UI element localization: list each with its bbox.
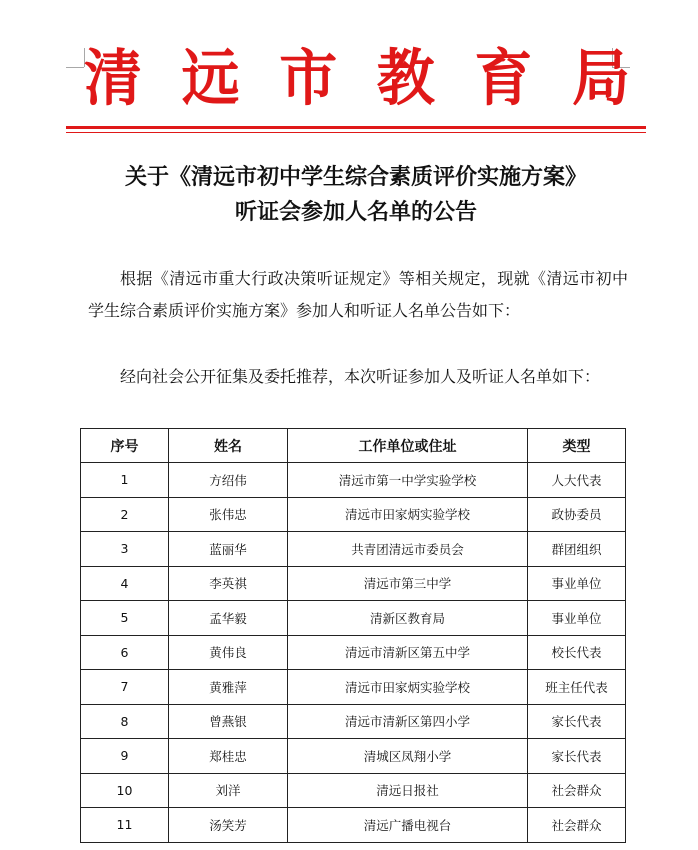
cell-no: 1 xyxy=(81,463,169,498)
cell-unit: 清远市第一中学实验学校 xyxy=(288,463,528,498)
cell-type: 社会群众 xyxy=(528,808,626,843)
table-row xyxy=(81,704,626,739)
header-unit: 工作单位或住址 xyxy=(288,429,528,463)
cell-name: 刘洋 xyxy=(169,773,288,808)
cell-unit: 清远市清新区第五中学 xyxy=(288,635,528,670)
masthead-char: 教 xyxy=(376,42,435,114)
table-row xyxy=(81,566,626,601)
masthead-char: 市 xyxy=(279,42,338,114)
cell-unit: 清远市清新区第四小学 xyxy=(288,704,528,739)
cell-type: 班主任代表 xyxy=(528,670,626,705)
cell-type: 家长代表 xyxy=(528,704,626,739)
header-no: 序号 xyxy=(81,429,169,463)
table-row xyxy=(81,773,626,808)
cell-no: 9 xyxy=(81,739,169,774)
cell-type: 人大代表 xyxy=(528,463,626,498)
cell-name: 方绍伟 xyxy=(169,463,288,498)
cell-name: 孟华毅 xyxy=(169,601,288,636)
masthead-rule-thick xyxy=(66,126,646,129)
table-row xyxy=(81,497,626,532)
participant-table xyxy=(80,428,626,843)
cell-no: 3 xyxy=(81,532,169,567)
cell-no: 11 xyxy=(81,808,169,843)
header-type: 类型 xyxy=(528,429,626,463)
table-row xyxy=(81,739,626,774)
cell-type: 家长代表 xyxy=(528,739,626,774)
cell-name: 黄雅萍 xyxy=(169,670,288,705)
cell-name: 曾燕银 xyxy=(169,704,288,739)
cell-unit: 清远日报社 xyxy=(288,773,528,808)
table-row xyxy=(81,532,626,567)
cell-type: 校长代表 xyxy=(528,635,626,670)
table-row xyxy=(81,808,626,843)
cell-name: 蓝丽华 xyxy=(169,532,288,567)
masthead-char: 远 xyxy=(181,42,240,114)
table-header-row xyxy=(81,429,626,463)
cell-no: 4 xyxy=(81,566,169,601)
cell-type: 政协委员 xyxy=(528,497,626,532)
table-row xyxy=(81,635,626,670)
masthead xyxy=(84,44,630,112)
masthead-char: 局 xyxy=(571,42,630,114)
table-row xyxy=(81,601,626,636)
cell-unit: 清远市第三中学 xyxy=(288,566,528,601)
cell-no: 10 xyxy=(81,773,169,808)
cell-unit: 清远市田家炳实验学校 xyxy=(288,670,528,705)
table-row xyxy=(81,463,626,498)
cell-name: 李英祺 xyxy=(169,566,288,601)
body-paragraph-1: 根据《清远市重大行政决策听证规定》等相关规定，现就《清远市初中学生综合素质评价实施方案》参加人和听证人名单公告如下： xyxy=(88,269,628,320)
masthead-char: 清 xyxy=(84,42,143,114)
cell-type: 群团组织 xyxy=(528,532,626,567)
cell-type: 社会群众 xyxy=(528,773,626,808)
crop-mark-left-horizontal xyxy=(66,67,84,68)
cell-no: 2 xyxy=(81,497,169,532)
cell-unit: 清城区凤翔小学 xyxy=(288,739,528,774)
cell-name: 郑桂忠 xyxy=(169,739,288,774)
cell-type: 事业单位 xyxy=(528,566,626,601)
document-title-line-1: 关于《清远市初中学生综合素质评价实施方案》 xyxy=(124,165,587,190)
cell-unit: 清新区教育局 xyxy=(288,601,528,636)
body-paragraph-2: 经向社会公开征集及委托推荐，本次听证参加人及听证人名单如下： xyxy=(120,367,601,386)
cell-unit: 清远市田家炳实验学校 xyxy=(288,497,528,532)
cell-unit: 清远广播电视台 xyxy=(288,808,528,843)
cell-no: 6 xyxy=(81,635,169,670)
cell-unit: 共青团清远市委员会 xyxy=(288,532,528,567)
cell-name: 张伟忠 xyxy=(169,497,288,532)
masthead-char: 育 xyxy=(474,42,533,114)
masthead-rule-thin xyxy=(66,132,646,133)
cell-no: 5 xyxy=(81,601,169,636)
cell-type: 事业单位 xyxy=(528,601,626,636)
table-row xyxy=(81,670,626,705)
cell-name: 汤笑芳 xyxy=(169,808,288,843)
header-name: 姓名 xyxy=(169,429,288,463)
cell-name: 黄伟良 xyxy=(169,635,288,670)
cell-no: 7 xyxy=(81,670,169,705)
cell-no: 8 xyxy=(81,704,169,739)
document-title-line-2: 听证会参加人名单的公告 xyxy=(234,200,477,225)
